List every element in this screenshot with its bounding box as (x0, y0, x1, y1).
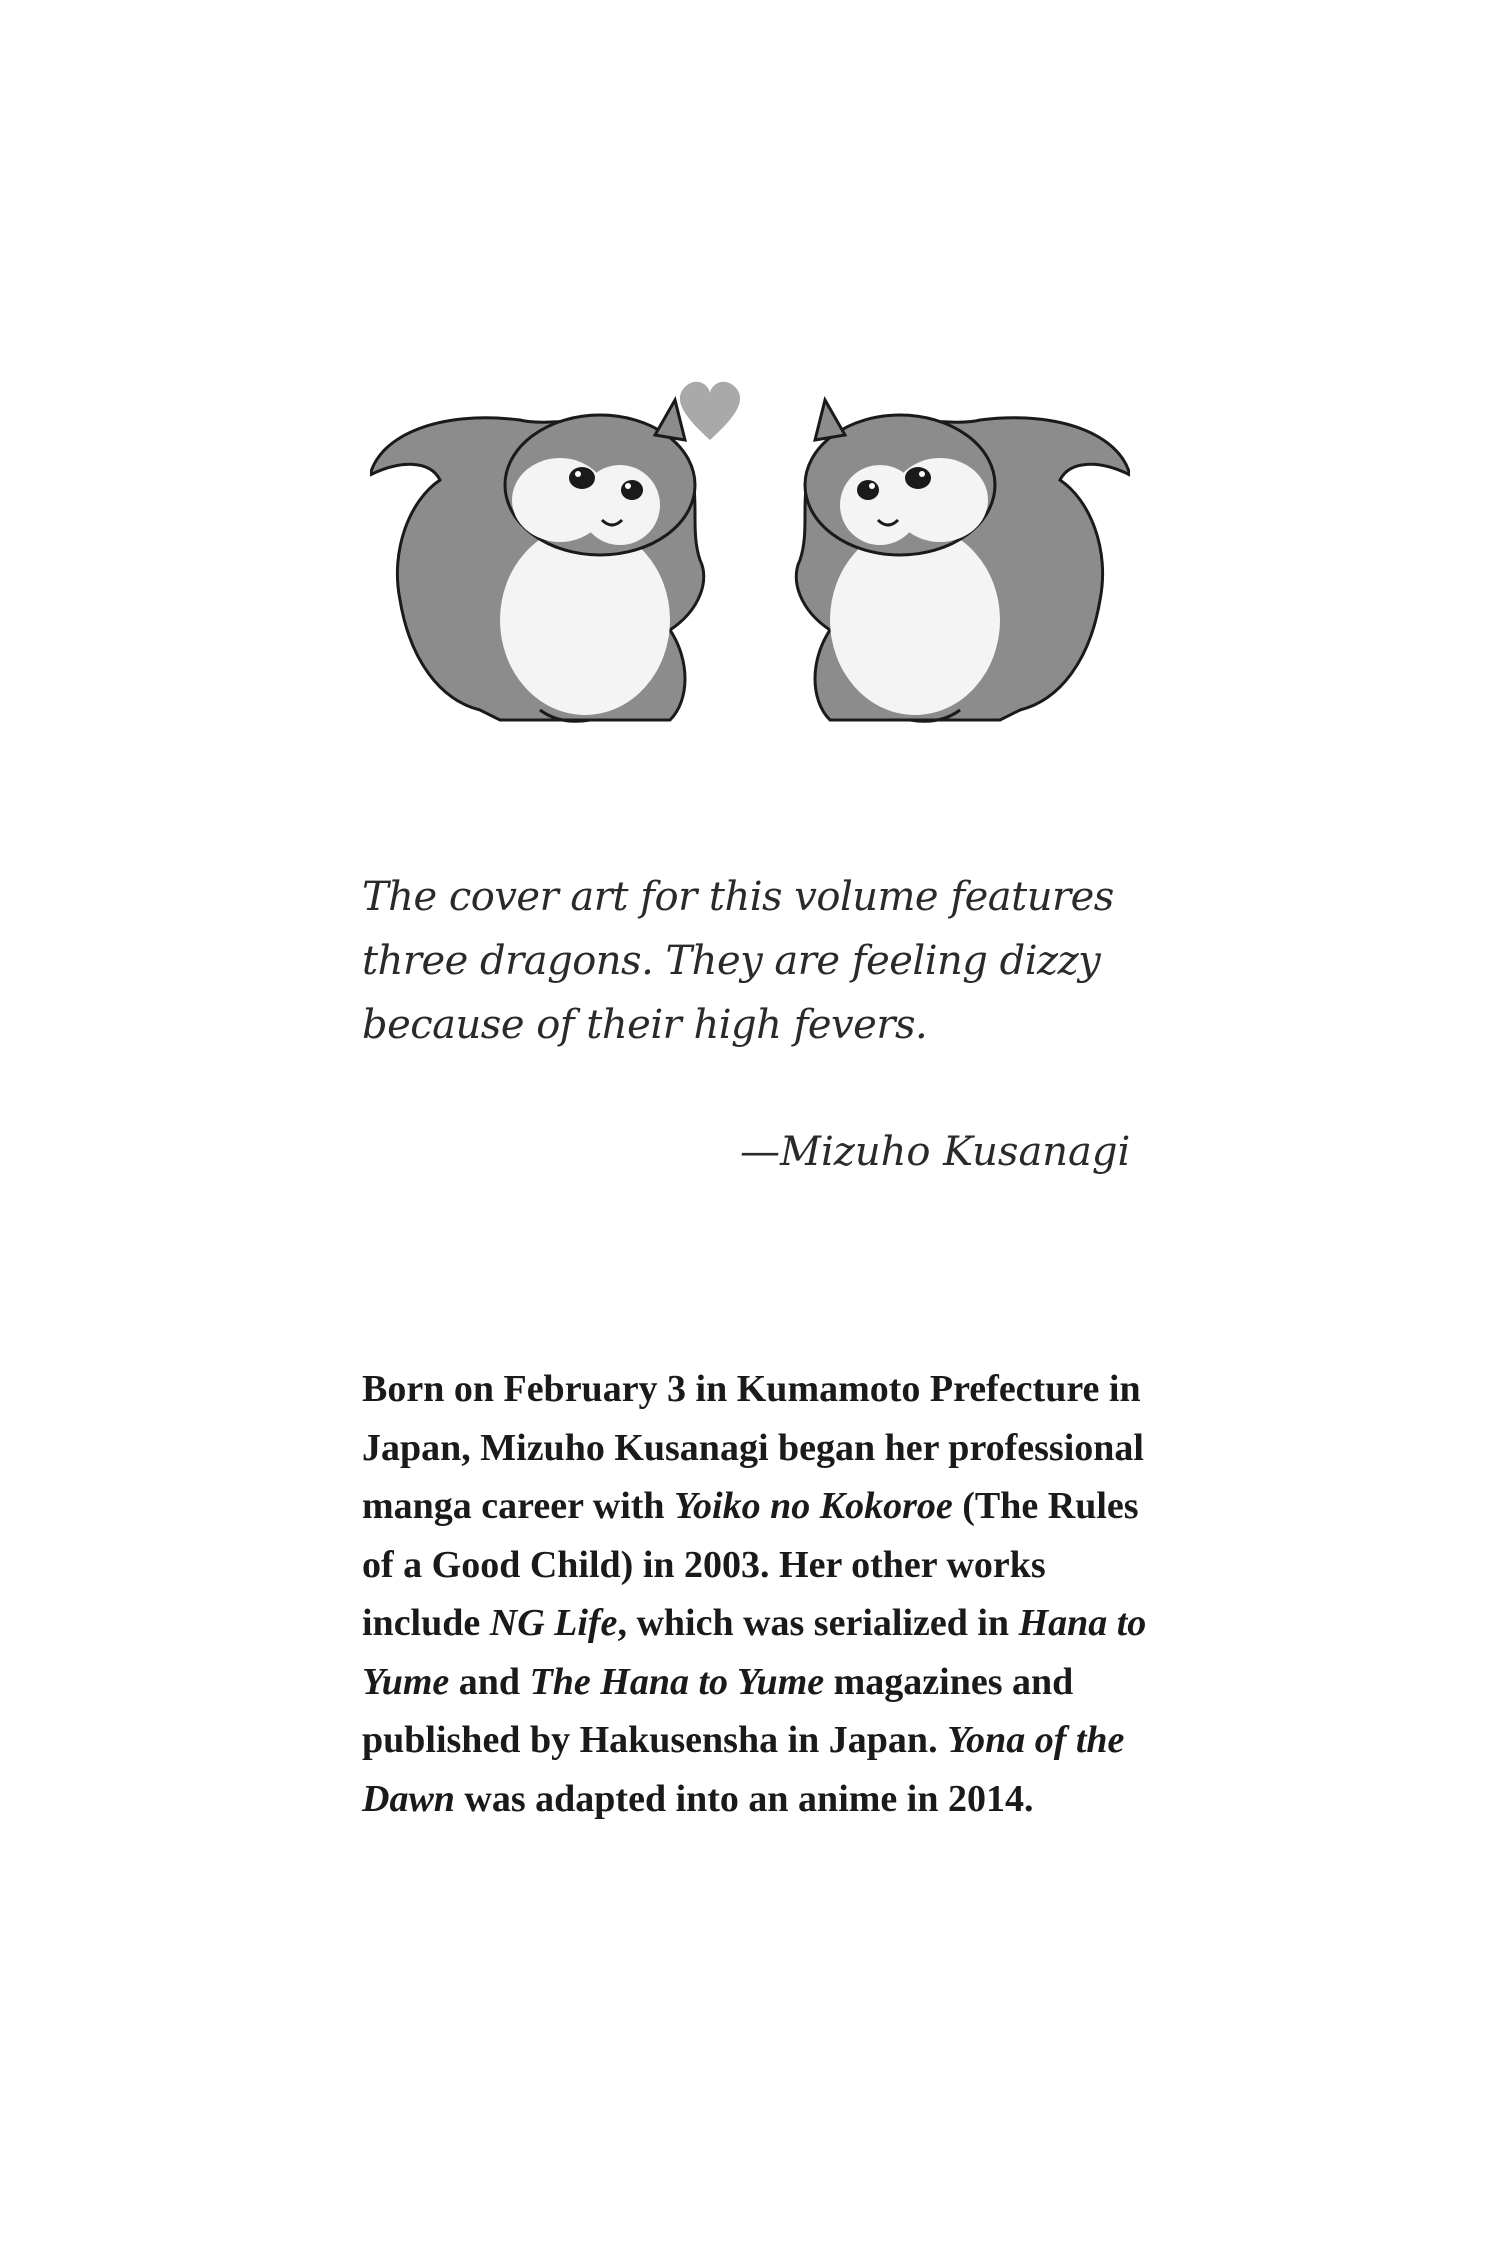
bio-text: and (449, 1660, 530, 1703)
bio-title: Yoiko no Kokoroe (674, 1485, 953, 1527)
bio-text: , which was serialized in (617, 1602, 1019, 1644)
author-signature: —Mizuho Kusanagi (740, 1129, 1131, 1175)
bio-title: NG Life (489, 1602, 618, 1644)
bio-text: (The Rules of a Good Child) in 2003. Her other works include (362, 1485, 1139, 1644)
author-note: The cover art for this volume features three dragons. They are feeling dizzy because of their high fevers. (362, 874, 1114, 1048)
heart-icon (680, 382, 740, 440)
right-squirrel (796, 400, 1130, 721)
bio-title: Hana to Yume (362, 1602, 1147, 1703)
left-squirrel (370, 400, 704, 721)
author-bio (362, 1360, 1162, 1828)
bio-text: was adapted into an anime in 2014. (454, 1777, 1034, 1820)
bio-title: The Hana to Yume (529, 1660, 825, 1703)
bio-text: magazines and published by Hakusensha in Japan. (362, 1660, 1074, 1761)
bio-title: Yona of the Dawn (362, 1719, 1125, 1820)
bio-text: Born on February 3 in Kumamoto Prefecture in Japan, Mizuho Kusanagi began her professional manga career with (362, 1368, 1144, 1527)
squirrels-illustration (370, 380, 1130, 750)
